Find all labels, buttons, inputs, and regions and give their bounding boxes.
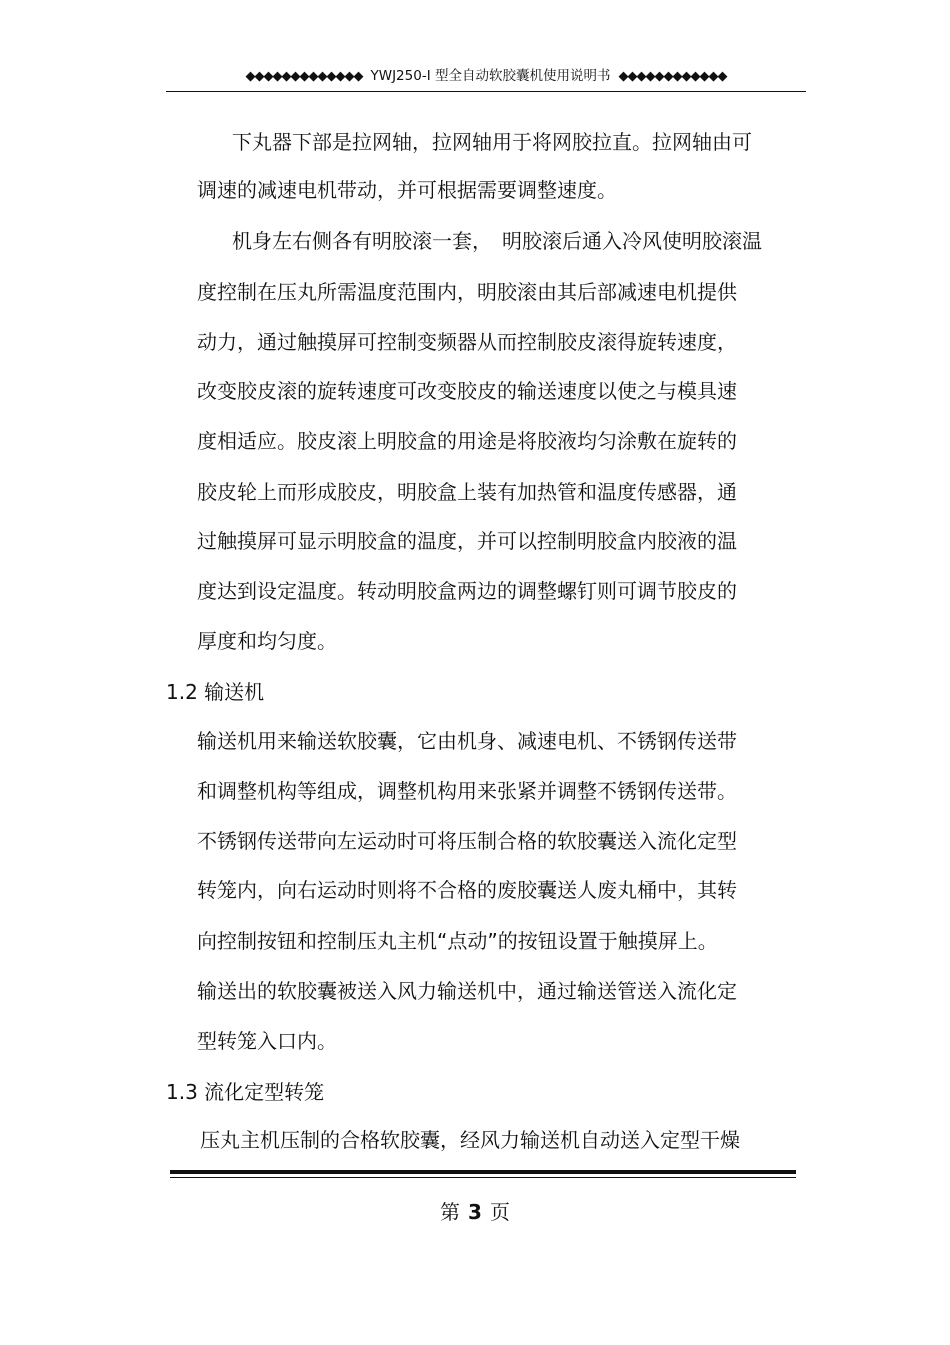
page-number xyxy=(0,1198,950,1226)
body-line: 机身左右侧各有明胶滚一套， 明胶滚后通入冷风使明胶滚温 xyxy=(232,229,762,253)
page-number-prefix: 第 xyxy=(440,1200,461,1224)
page-number-value: 3 xyxy=(468,1200,482,1224)
body-line: 过触摸屏可显示明胶盒的温度，并可以控制明胶盒内胶液的温 xyxy=(197,529,737,553)
body-line: 厚度和均匀度。 xyxy=(197,629,337,653)
body-line: 度达到设定温度。转动明胶盒两边的调整螺钉则可调节胶皮的 xyxy=(197,579,737,603)
section-heading: 1.3 流化定型转笼 xyxy=(166,1080,325,1104)
body-line: 动力，通过触摸屏可控制变频器从而控制胶皮滚得旋转速度， xyxy=(197,330,737,354)
section-heading: 1.2 输送机 xyxy=(166,680,265,704)
body-line: 不锈钢传送带向左运动时可将压制合格的软胶囊送入流化定型 xyxy=(197,829,737,853)
body-line: 输送机用来输送软胶囊，它由机身、减速电机、不锈钢传送带 xyxy=(197,729,737,753)
body-line: 调速的减速电机带动，并可根据需要调整速度。 xyxy=(197,178,617,202)
page-number-suffix: 页 xyxy=(489,1200,510,1224)
body-line: 向控制按钮和控制压丸主机“点动”的按钮设置于触摸屏上。 xyxy=(197,929,718,953)
body-line: 型转笼入口内。 xyxy=(197,1029,337,1053)
header-left-ornament: ◆◆◆◆◆◆◆◆◆◆◆◆◆ xyxy=(245,69,363,84)
header-title: YWJ250-Ⅰ 型全自动软胶囊机使用说明书 xyxy=(370,68,611,84)
body-line: 输送出的软胶囊被送入风力输送机中，通过输送管送入流化定 xyxy=(197,979,737,1003)
footer-rule-thick xyxy=(170,1170,796,1174)
header-rule xyxy=(166,91,806,92)
body-line: 改变胶皮滚的旋转速度可改变胶皮的输送速度以使之与模具速 xyxy=(197,379,737,403)
running-header xyxy=(166,64,806,88)
body-line: 和调整机构等组成，调整机构用来张紧并调整不锈钢传送带。 xyxy=(197,779,737,803)
footer-rule-thin xyxy=(170,1177,796,1178)
body-line: 度控制在压丸所需温度范围内，明胶滚由其后部减速电机提供 xyxy=(197,280,737,304)
body-line: 下丸器下部是拉网轴，拉网轴用于将网胶拉直。拉网轴由可 xyxy=(232,130,752,154)
body-line: 度相适应。胶皮滚上明胶盒的用途是将胶液均匀涂敷在旋转的 xyxy=(197,429,737,453)
body-line: 转笼内，向右运动时则将不合格的废胶囊送人废丸桶中，其转 xyxy=(197,878,737,902)
body-line: 压丸主机压制的合格软胶囊，经风力输送机自动送入定型干燥 xyxy=(200,1128,740,1152)
body-line: 胶皮轮上而形成胶皮，明胶盒上装有加热管和温度传感器，通 xyxy=(197,480,737,504)
header-right-ornament: ◆◆◆◆◆◆◆◆◆◆◆◆ xyxy=(618,69,727,84)
